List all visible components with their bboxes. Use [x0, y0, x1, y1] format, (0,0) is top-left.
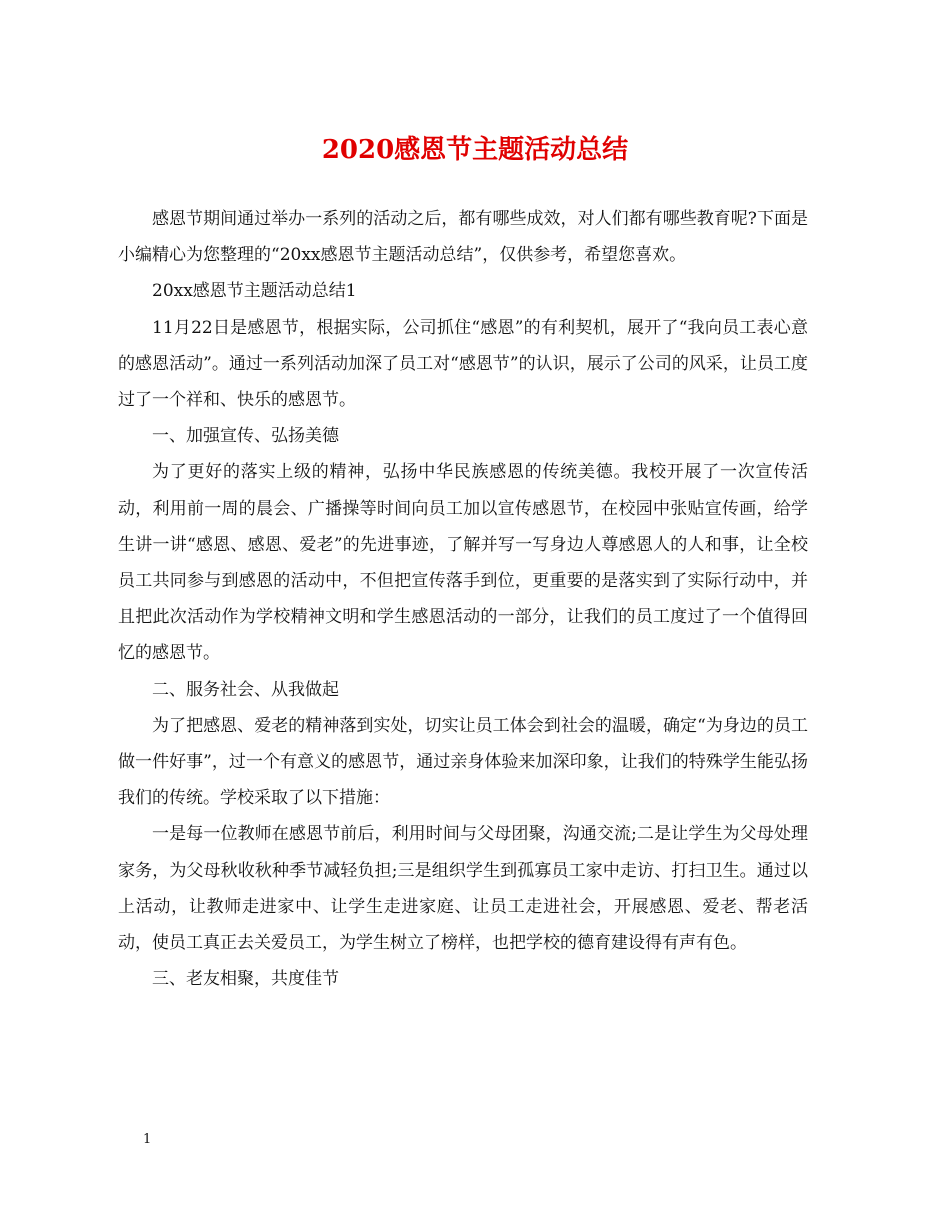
section-heading-reunion: 三、老友相聚，共度佳节: [152, 969, 339, 990]
document-body: [118, 201, 808, 997]
section-heading-promotion: 一、加强宣传、弘扬美德: [152, 426, 339, 447]
document-title: 2020感恩节主题活动总结: [321, 135, 629, 165]
body-paragraph: 为了把感恩、爱老的精神落到实处，切实让员工体会到社会的温暖，确定“为身边的员工做一件好事”，过一个有意义的感恩节，通过亲身体验来加深印象，让我们的特殊学生能弘扬我们的传统。学校采取了以下措施：: [118, 715, 808, 809]
body-paragraph: 为了更好的落实上级的精神，弘扬中华民族感恩的传统美德。我校开展了一次宣传活动，利用前一周的晨会、广播操等时间向员工加以宣传感恩节，在校园中张贴宣传画，给学生讲一讲“感恩、感恩、爱老”的先进事迹，了解并写一写身边人尊感恩人的人和事，让全校员工共同参与到感恩的活动中，不但把宣传落手到位，更重要的是落实到了实际行动中，并且把此次活动作为学校精神文明和学生感恩活动的一部分，让我们的员工度过了一个值得回忆的感恩节。: [118, 462, 808, 664]
intro-paragraph: 感恩节期间通过举办一系列的活动之后，都有哪些成效，对人们都有哪些教育呢?下面是小编精心为您整理的“20xx感恩节主题活动总结”，仅供参考，希望您喜欢。: [118, 209, 808, 266]
section-heading-summary-1: 20xx感恩节主题活动总结1: [152, 281, 357, 302]
body-paragraph: 11月22日是感恩节，根据实际，公司抓住“感恩”的有利契机，展开了“我向员工表心意的感恩活动”。通过一系列活动加深了员工对“感恩节”的认识，展示了公司的风采，让员工度过了一个祥和、快乐的感恩节。: [118, 317, 808, 411]
section-heading-service: 二、服务社会、从我做起: [152, 679, 339, 700]
body-paragraph: 一是每一位教师在感恩节前后，利用时间与父母团聚，沟通交流;二是让学生为父母处理家务，为父母秋收秋种季节减轻负担;三是组织学生到孤寡员工家中走访、打扫卫生。通过以上活动，让教师走进家中、让学生走进家庭、让员工走进社会，开展感恩、爱老、帮老活动，使员工真正去关爱员工，为学生树立了榜样，也把学校的德育建设得有声有色。: [118, 824, 808, 954]
page-number: 1: [143, 1132, 152, 1147]
